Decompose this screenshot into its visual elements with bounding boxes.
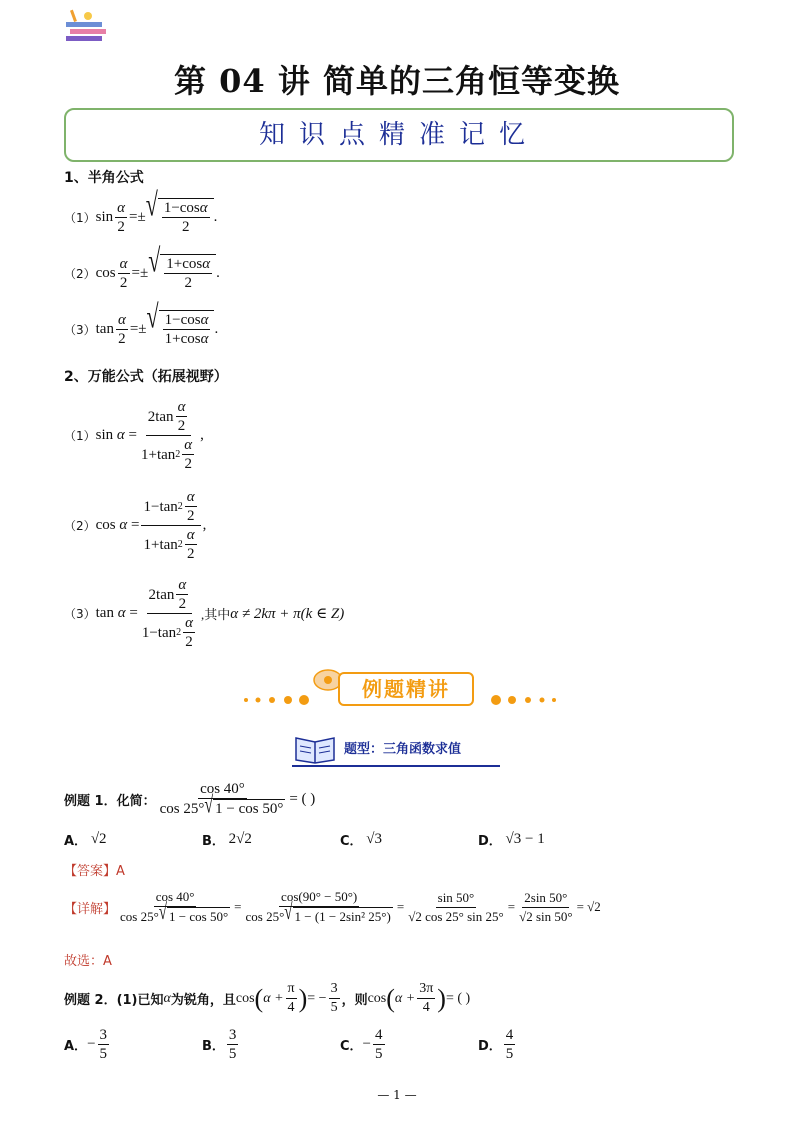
detail-f2-num: cos(90° − 50°) [279,888,359,907]
eq-sign: =± [129,320,147,337]
ex2-option-d [478,1026,517,1063]
ex1-conclusion: 故选：A [64,954,112,969]
example-1-question [64,780,315,818]
ex1-answer: 【答案】A [64,864,125,879]
page-title: 第 04 讲 简单的三角恒等变换 [174,62,620,100]
option-value: √3 [366,831,383,847]
ex2-q-fn: cos [367,990,387,1006]
fn-name: cos [95,517,116,533]
frac-top: 1−tan [143,498,178,515]
ex2-cond-fn: cos [235,990,255,1006]
problem-type-label: 题型：三角函数求值 [344,742,462,757]
detail-frac-2: cos(90° − 50°) cos 25° √ 1 − (1 − 2sin² 25°) [245,889,391,925]
end-mark: . [213,208,218,225]
rad-den: 2 [181,219,190,235]
option-label: A． [64,1039,88,1054]
alpha-over-two: $\frac{\alpha}{2}$ [117,199,126,235]
alpha-over-two: $\frac{\alpha}{2}$ [119,255,128,291]
universal-fraction: 2tan $\frac{\alpha}{2}$ 1+tan 2 $\frac{\alpha}{2}$ [141,399,193,472]
option-d: 5 [228,1046,237,1062]
formula-universal-sin: （1） sin α = 2tan $\frac{\alpha}{2}$ 1+tan 2 $\frac{\alpha}{2}$ , [64,399,204,472]
item-number: （1） [64,429,96,443]
detail-result: = √2 [576,899,601,914]
option-label: A． [64,834,88,849]
section-heading-universal: 2、万能公式（拓展视野） [64,369,228,385]
detail-frac-4 [517,889,575,926]
ex2-cond-inner: α + [263,990,284,1006]
ex2-cond-frac-d: 4 [287,1000,295,1015]
option-label: C． [340,1039,363,1054]
radical: √ $\frac{1-\cos\alpha}{1+\cos\alpha}$ [147,310,215,348]
radical: √ $\frac{1-\cos\alpha}{2}$ [146,198,214,236]
detail-f3-den: √2 cos 25° sin 25° [408,908,504,924]
detail-frac-3 [406,889,506,926]
ex2-q-frac-d: 4 [422,1000,430,1015]
knowledge-box [64,108,734,162]
option-n: 3 [228,1027,237,1043]
detail-label: 【详解】 [64,901,117,917]
option-value: 2√2 [228,831,252,847]
knowledge-box-title: 知识点精准记忆 [258,120,539,150]
ex1-fraction: cos 40° cos 25° √ 1 − cos 50° [159,781,284,819]
universal-fraction: 1−tan 2 $\frac{\alpha}{2}$ 1+tan 2 $\frac{\alpha}{2}$ [141,488,200,563]
ex1-tail: = ( ) [289,790,316,807]
frac-bottom: 1−tan [141,624,177,641]
option-label: D． [478,1039,502,1054]
ex2-option-a [64,1026,111,1063]
end-mark: ,其中 [200,607,231,622]
ex2-cond-rhs: = − [307,990,327,1006]
formula-universal-cos: （2） cos α = 1−tan 2 $\frac{\alpha}{2}$ 1+tan 2 $\frac{\alpha}{2}$ , [64,489,207,562]
formula-universal-tan: （3） tan α = 2tan $\frac{\alpha}{2}$ 1−tan 2 $\frac{\alpha}{2}$ ,其中 α ≠ 2kπ + π(k ∈ Z) [64,577,345,650]
detail-f4-den: √2 sin 50° [519,908,573,924]
frac-bottom: 1+tan [141,446,176,463]
ex2-option-b [202,1026,240,1063]
fn-name: tan [95,320,114,337]
option-value: √2 [90,831,107,847]
eq-sign: =± [131,264,149,281]
ex1-option-d [478,830,545,849]
open-book-icon [292,732,338,764]
rad-num: 1−cos [163,200,200,216]
alpha-over-two: $\frac{\alpha}{2}$ [117,311,126,347]
option-d: 5 [99,1046,108,1062]
item-number: （3） [64,322,96,337]
condition: α ≠ 2kπ + π(k ∈ Z) [230,606,345,622]
option-n: 3 [99,1027,108,1043]
fn-name: tan [95,605,114,621]
item-number: （3） [64,607,96,621]
option-value: √3 − 1 [505,831,545,847]
ex1-option-c [340,830,382,849]
rad-den: 1+cos [164,331,201,347]
end-mark: , [200,427,204,443]
rad-num: 1−cos [164,312,201,328]
rad-num: 1+cos [166,256,203,272]
ex2-q-frac-n: 3π [417,980,435,999]
item-number: （1） [64,210,96,225]
frac-top: 2tan [147,408,174,425]
ex1-detail: 【详解】 cos 40° cos 25° √ 1 − cos 50° = cos(90° − 50°) cos 25° √ 1 − (1 − 2sin² 25°) = $\frac{\sin 50^\circ}{√2 \cos 25^\circ \sin 25^\circ}$ = $\frac{2\sin 50^\circ}{√2 \sin 50^\circ}$ = √2 [64,889,601,925]
page-number: — 1 — [377,1088,417,1102]
ex2-option-c [340,1026,387,1063]
ex2-cond-frac-n: π [286,980,297,999]
frac-top: 2tan [148,586,175,603]
ex2-rhs-d: 5 [330,1000,338,1015]
detail-f1-den: cos 25° [120,908,159,924]
detail-f3-num: sin 50° [436,889,477,908]
fn-name: sin [95,427,114,443]
end-mark: . [214,320,219,337]
example-1-label: 例题 1．化简： [64,793,156,809]
end-mark: . [216,264,220,281]
detail-frac-1: cos 40° cos 25° √ 1 − cos 50° [120,889,229,925]
example-2-question: 例题 2．(1)已知 α 为锐角，且 cos ( α + $\frac{\pi}{4}$ ) = − $\frac{3}{5}$ ，则 cos ( α + $\frac{3\pi}{4}$ ) = ( ) [64,981,471,1015]
radical: √ $\frac{1+\cos\alpha}{2}$ [148,254,216,292]
option-sign: − [362,1036,372,1052]
rad-den: 2 [184,275,192,291]
detail-f1-den-rad: 1 − cos 50° [169,909,229,924]
ex2-rhs-n: 3 [329,980,340,999]
ex2-mid2: ，则 [341,993,368,1008]
option-label: B． [202,834,225,849]
section-heading-half-angle: 1、半角公式 [64,170,144,186]
ex2-tail: = ( ) [445,990,471,1006]
ex1-option-a [64,830,107,849]
formula-half-angle-sin [64,185,218,236]
formula-half-angle-tan [64,297,219,348]
item-number: （2） [64,266,96,281]
detail-f2-den-rad: 1 − (1 − 2sin² 25°) [294,909,391,924]
end-mark: , [202,517,207,533]
fn-name: cos [95,264,116,281]
detail-f1-num: cos 40° [154,888,197,907]
option-label: C． [340,834,363,849]
logo-icon [64,8,112,42]
alpha-symbol: α [163,990,171,1006]
ex2-q-inner: α + [394,990,416,1006]
universal-fraction: 2tan $\frac{\alpha}{2}$ 1−tan 2 $\frac{\alpha}{2}$ [141,577,193,650]
example-banner-title: 例题精讲 [338,672,474,706]
option-n: 4 [505,1027,514,1043]
ex2-mid1: 为锐角，且 [170,993,236,1008]
ex1-option-b [202,830,252,849]
ex1-num: cos 40° [200,781,245,797]
ex1-den: cos 25° [159,800,205,817]
option-n: 4 [375,1027,383,1043]
option-d: 5 [375,1046,383,1062]
example-2-label: 例题 2．(1)已知 [64,993,164,1008]
option-d: 5 [505,1046,514,1062]
eq-sign: =± [129,208,146,225]
option-label: D． [478,834,502,849]
ex1-den-rad: 1 − cos 50° [215,801,284,817]
detail-f4-num: 2sin 50° [522,889,569,908]
option-sign: − [87,1036,96,1052]
formula-half-angle-cos [64,241,220,292]
item-number: （2） [64,519,96,533]
detail-f2-den: cos 25° [245,908,285,924]
frac-bottom: 1+tan [143,536,178,553]
problem-type-underline [292,765,500,767]
fn-name: sin [95,208,114,225]
option-label: B． [202,1039,225,1054]
